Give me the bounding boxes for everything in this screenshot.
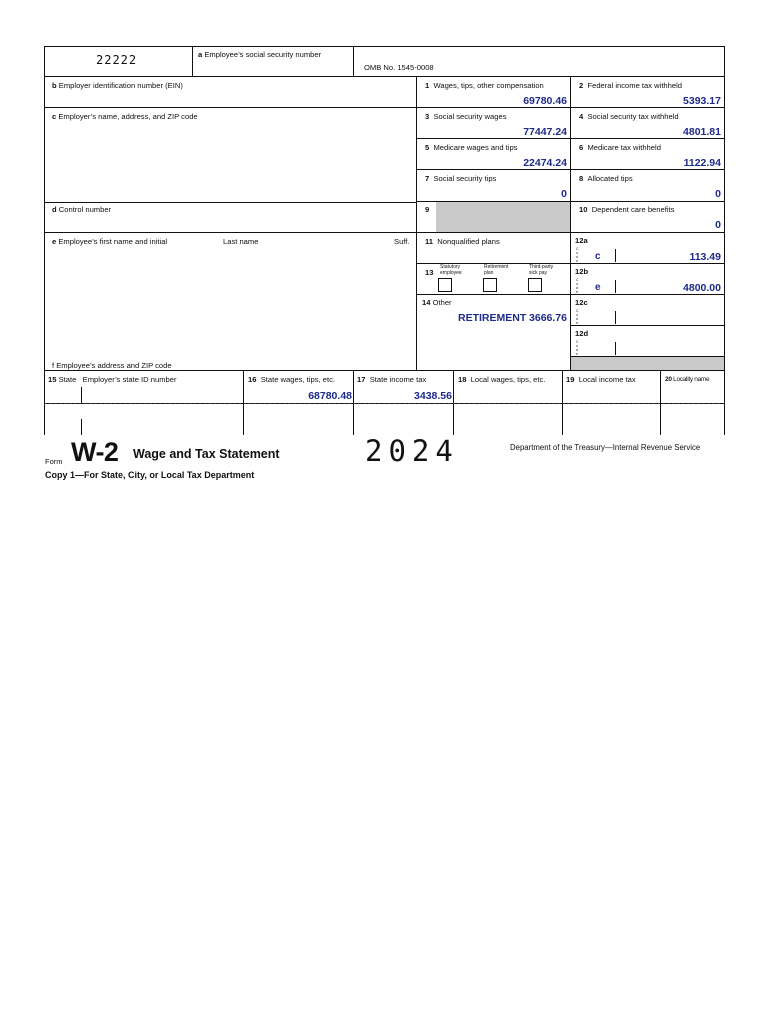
box12d-code-caption: C o d e xyxy=(576,340,579,356)
box5-value[interactable]: 22474.24 xyxy=(523,157,567,169)
box4-value[interactable]: 4801.81 xyxy=(683,126,721,138)
box11-label: 11 Nonqualified plans xyxy=(425,237,500,246)
retirement-checkbox[interactable] xyxy=(483,278,497,292)
box12c-label: 12c xyxy=(575,298,588,307)
box12b-code[interactable]: e xyxy=(595,282,601,293)
box17-label: 17 State income tax xyxy=(357,375,427,384)
box14-desc[interactable]: RETIREMENT xyxy=(458,312,527,324)
box6-value[interactable]: 1122.94 xyxy=(683,157,721,169)
box12c-code-caption: C o d e xyxy=(576,309,579,325)
box20-label: 20 Locality name xyxy=(665,376,710,383)
box7-label: 7 Social security tips xyxy=(425,174,497,183)
box8-label: 8 Allocated tips xyxy=(579,174,633,183)
box17-value[interactable]: 3438.56 xyxy=(414,390,452,402)
last-name-label: Last name xyxy=(223,237,259,246)
statutory-label: Statutory employee xyxy=(440,264,462,276)
statutory-checkbox[interactable] xyxy=(438,278,452,292)
tax-year: 2024 xyxy=(365,434,459,468)
box2-value[interactable]: 5393.17 xyxy=(683,95,721,107)
box12d-label: 12d xyxy=(575,329,589,338)
department: Department of the Treasury—Internal Revenue Service xyxy=(510,443,701,452)
box12a-code[interactable]: c xyxy=(595,251,601,262)
box13-label: 13 xyxy=(425,268,434,277)
box9-label: 9 xyxy=(425,205,430,214)
box4-label: 4 Social security tax withheld xyxy=(579,112,679,121)
box19-label: 19 Local income tax xyxy=(566,375,636,384)
box-f-label: f Employee’s address and ZIP code xyxy=(52,361,172,370)
control-code: 22222 xyxy=(96,53,138,67)
box10-label: 10 Dependent care benefits xyxy=(579,205,675,214)
box18-label: 18 Local wages, tips, etc. xyxy=(458,375,546,384)
box12b-value[interactable]: 4800.00 xyxy=(683,282,721,294)
box16-value[interactable]: 68780.48 xyxy=(308,390,352,402)
box8-value[interactable]: 0 xyxy=(715,188,721,200)
box15-label: 15 State Employer’s state ID number xyxy=(48,375,177,384)
box12b-code-caption: C o d e xyxy=(576,278,579,294)
form-word: Form xyxy=(45,457,63,466)
box10-value[interactable]: 0 xyxy=(715,219,721,231)
omb-number: OMB No. 1545-0008 xyxy=(364,63,434,72)
box16-label: 16 State wages, tips, etc. xyxy=(248,375,335,384)
box14-label: 14 Other xyxy=(422,298,452,307)
box5-label: 5 Medicare wages and tips xyxy=(425,143,518,152)
box14-value[interactable]: 3666.76 xyxy=(529,312,567,324)
box-c-label: c Employer’s name, address, and ZIP code xyxy=(52,112,198,121)
box1-value[interactable]: 69780.46 xyxy=(523,95,567,107)
box-d-label: d Control number xyxy=(52,205,112,214)
box3-value[interactable]: 77447.24 xyxy=(523,126,567,138)
retirement-label: Retirement plan xyxy=(484,264,509,276)
box12a-label: 12a xyxy=(575,236,588,245)
box1-label: 1 Wages, tips, other compensation xyxy=(425,81,544,90)
box-e-label: e Employee’s first name and initial xyxy=(52,237,168,246)
suffix-label: Suff. xyxy=(394,237,410,246)
box3-label: 3 Social security wages xyxy=(425,112,507,121)
box9-shade xyxy=(436,202,570,232)
thirdparty-label: Third-party sick pay xyxy=(529,264,554,276)
box6-label: 6 Medicare tax withheld xyxy=(579,143,661,152)
box2-label: 2 Federal income tax withheld xyxy=(579,81,683,90)
w2-form xyxy=(44,46,725,435)
box12a-value[interactable]: 113.49 xyxy=(689,251,721,263)
box12b-label: 12b xyxy=(575,267,589,276)
box-b-label: b Employer identification number (EIN) xyxy=(52,81,183,90)
box12-shade xyxy=(571,357,724,370)
box12a-code-caption: C o d e xyxy=(576,247,579,263)
thirdparty-checkbox[interactable] xyxy=(528,278,542,292)
box7-value[interactable]: 0 xyxy=(561,188,567,200)
form-title: Wage and Tax Statement xyxy=(133,447,280,461)
box-a-label: a Employee’s social security number xyxy=(198,50,322,59)
form-name: W-2 xyxy=(71,437,119,467)
copy-line: Copy 1—For State, City, or Local Tax Department xyxy=(45,470,255,480)
